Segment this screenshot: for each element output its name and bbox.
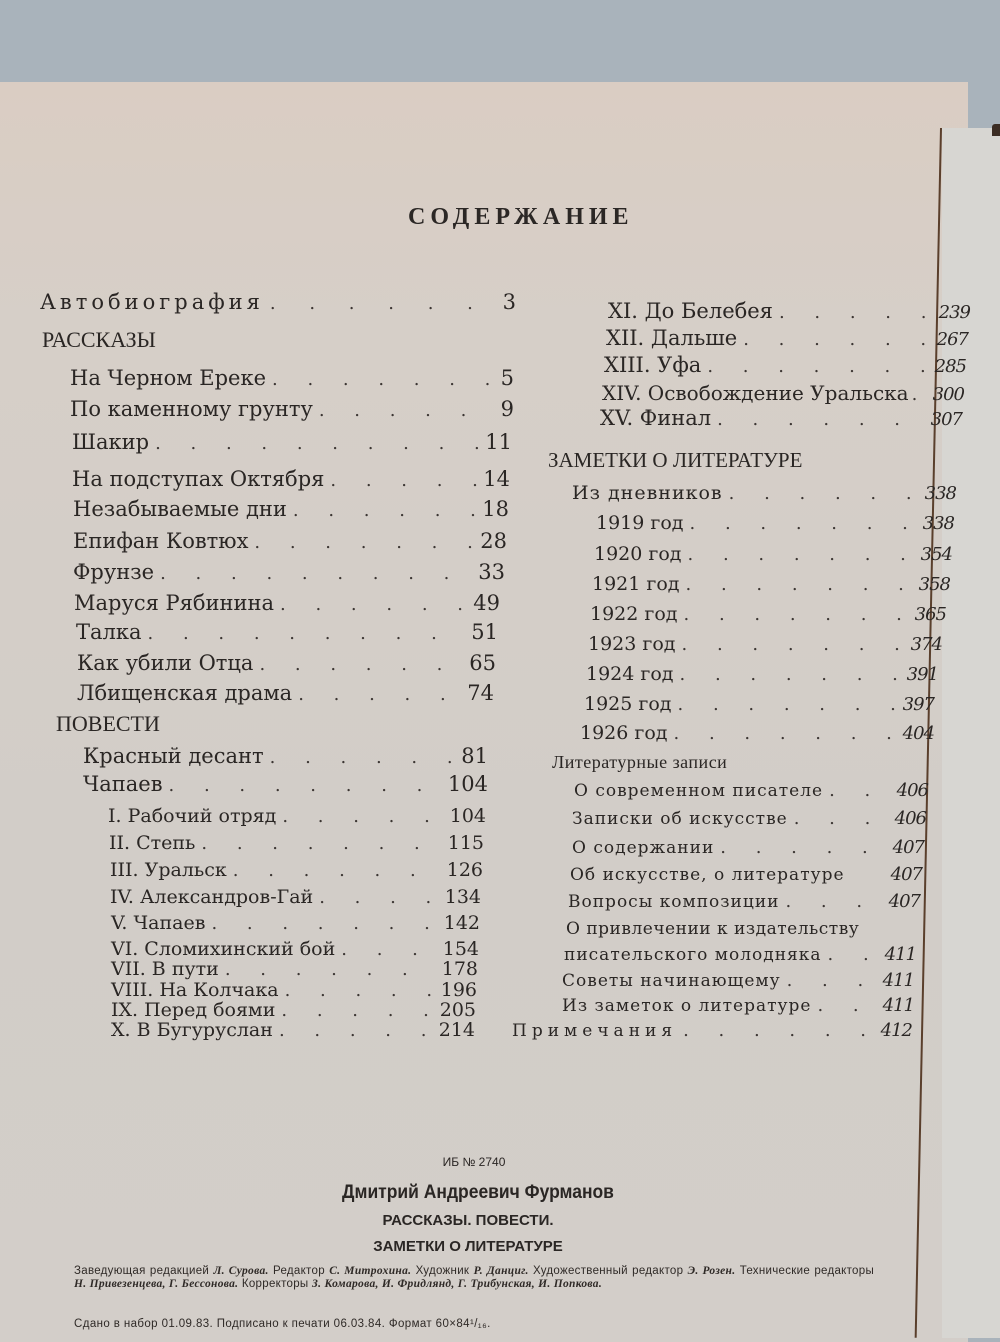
leader-dots [829,780,891,802]
toc-entry-label: 1921 год [592,573,680,595]
toc-entry[interactable] [572,837,924,859]
toc-entry-label: Примечания [512,1021,678,1041]
toc-page-number: 354 [920,544,952,565]
toc-entry-chapter[interactable] [108,805,486,828]
toc-entry-label: VIII. На Колчака [111,979,279,1001]
subsection-heading-literary-notes: Литературные записи [552,752,728,772]
credit-name: Л. Сурова. [213,1265,269,1277]
toc-page-number: 285 [934,356,966,377]
toc-entry-label: Шакир [72,430,150,454]
toc-entry-label: 1919 год [596,512,684,534]
toc-entry[interactable] [77,680,494,708]
toc-page-number: 74 [467,681,494,705]
toc-entry-label: XV. Финал [600,406,712,430]
toc-page-number: 365 [914,604,946,625]
toc-entry-year[interactable] [586,663,938,686]
credit-role: Художественный редактор [533,1265,684,1277]
book-cover-corner [992,124,1000,136]
toc-entry[interactable] [562,970,914,992]
toc-entry-label: II. Степь [109,832,196,854]
toc-page-number: 406 [896,780,928,801]
leader-dots [281,1001,433,1021]
leader-dots [155,431,479,457]
leader-dots [678,694,897,716]
leader-dots [254,530,474,556]
author-name: Дмитрий Андреевич Фурманов [342,1182,614,1203]
toc-page-number: 407 [888,891,920,912]
toc-entry-label: IX. Перед боями [111,999,276,1021]
toc-entry-label: 1925 год [584,693,672,715]
toc-page-number: 205 [439,999,476,1021]
toc-entry[interactable] [77,650,496,678]
toc-entry-label: О содержании [572,838,715,858]
section-heading-novellas: ПОВЕСТИ [56,711,160,736]
toc-page-number: 300 [932,384,964,405]
toc-entry-label: 1923 год [588,633,676,655]
leader-dots [828,944,879,966]
toc-page-number: 49 [473,591,500,615]
toc-entry-label: IV. Александров-Гай [110,886,314,908]
toc-page-number: 374 [910,634,942,655]
leader-dots [319,887,439,909]
toc-entry[interactable] [570,864,922,886]
leader-dots [293,498,476,524]
leader-dots [686,574,913,596]
toc-entry-chapter[interactable] [111,912,480,935]
leader-dots [707,354,928,380]
toc-entry[interactable] [83,743,488,771]
toc-entry-chapter[interactable] [606,325,968,353]
toc-page-number: 11 [485,430,512,454]
leader-dots [160,561,472,587]
leader-dots [285,981,435,1001]
toc-entry-year[interactable] [588,633,942,656]
toc-page-number: 104 [447,772,488,796]
toc-page-number: 307 [930,409,962,430]
toc-entry[interactable] [70,365,514,393]
leader-dots [169,773,442,799]
leader-dots [201,833,441,855]
toc-entry-label: Из заметок о литературе [562,996,812,1016]
toc-entry-label: На Черном Ереке [70,366,267,390]
toc-entry-label: VII. В пути [111,958,219,980]
toc-entry[interactable] [73,528,507,556]
toc-entry[interactable] [562,995,914,1017]
toc-entry-label: Из дневников [572,482,723,504]
leader-dots [717,407,925,433]
toc-entry-label: XI. До Белебея [608,299,773,323]
toc-entry-autobiography[interactable] [40,289,520,317]
toc-entry-label: Талка [76,620,142,644]
toc-entry-label: Как убили Отца [77,651,254,675]
toc-entry-year[interactable] [594,543,952,566]
credit-name: Р. Данциг. [473,1265,529,1277]
leader-dots [272,367,495,393]
toc-entry[interactable] [73,496,509,524]
leader-dots [298,682,461,708]
toc-entry-chapter[interactable] [602,380,964,408]
print-info: Сдано в набор 01.09.83. Подписано к печати 06.03.84. Формат 60×84¹/₁₆. [74,1318,491,1330]
toc-entry-label: По каменному грунту [70,397,313,421]
leader-dots [270,745,456,771]
toc-entry-label: писательского молодняка [564,945,822,965]
leader-dots [688,544,915,566]
credit-name: С. Митрохина. [329,1265,412,1277]
toc-page-number: 407 [890,864,922,885]
toc-page-number: 5 [500,366,514,390]
toc-page-number: 81 [461,744,488,768]
toc-page-number: 358 [918,574,950,595]
leader-dots [225,960,436,980]
leader-dots [280,592,467,618]
editorial-credits [74,1265,874,1291]
credit-role: Корректоры [241,1278,309,1290]
toc-page-number: 126 [446,859,483,881]
book-title-line2: ЗАМЕТКИ О ЛИТЕРАТУРЕ [373,1238,563,1255]
toc-entry-chapter[interactable] [111,980,477,1001]
toc-entry-notes-appendix[interactable] [512,1020,912,1042]
toc-entry-label: 1922 год [590,603,678,625]
toc-entry[interactable] [572,808,926,830]
leader-dots [682,634,905,656]
toc-entry-label: III. Уральск [110,859,227,881]
toc-entry-label: XII. Дальше [606,326,738,350]
toc-entry-chapter[interactable] [604,352,966,380]
leader-dots [270,291,497,317]
credit-role: Технические редакторы [739,1265,875,1277]
toc-entry-label: XIII. Уфа [604,353,702,377]
leader-dots [720,837,886,859]
credit-role: Заведующая редакцией [74,1265,210,1277]
toc-entry-label: Чапаев [83,772,163,796]
book-title-line1: РАССКАЗЫ. ПОВЕСТИ. [382,1212,554,1229]
toc-page-number: 406 [894,808,926,829]
leader-dots [674,723,897,745]
credit-role: Редактор [272,1265,325,1277]
credit-role: Художник [415,1265,470,1277]
toc-entry[interactable] [73,559,505,587]
toc-entry-chapter[interactable] [111,1000,476,1021]
toc-entry-label: I. Рабочий отряд [108,805,277,827]
toc-entry[interactable] [72,429,512,457]
leader-dots [259,652,463,678]
leader-dots [683,1020,875,1042]
leader-dots [785,891,882,913]
toc-page-number: 14 [483,467,510,491]
toc-entry[interactable] [70,396,514,424]
toc-entry[interactable] [83,771,488,799]
toc-entry[interactable] [76,619,498,647]
toc-entry-label: XIV. Освобождение Уральска [602,381,909,405]
toc-page-number: 338 [922,513,954,534]
toc-page-number: 104 [449,805,486,827]
toc-page-number: 338 [924,483,956,504]
toc-entry-chapter[interactable] [110,886,481,909]
toc-entry-diaries[interactable] [572,482,956,505]
toc-entry-label: Красный десант [83,744,264,768]
toc-entry-chapter[interactable] [109,832,484,855]
leader-dots [684,604,909,626]
toc-entry-label: Об искусстве, о литературе [570,865,845,885]
toc-entry-label: На подступах Октября [72,467,325,491]
leader-dots [330,468,477,494]
toc-entry-label: Фрунзе [73,560,155,584]
credit-name: З. Комарова, И. Фридлянд, Г. Трибунская, И. Попкова. [312,1278,603,1290]
toc-entry[interactable] [568,891,920,913]
leader-dots [729,483,919,505]
toc-entry-label: Лбищенская драма [77,681,293,705]
toc-entry-label: Записки об искусстве [572,809,788,829]
toc-page-number: 3 [502,290,520,314]
toc-entry-label: О современном писателе [574,781,824,801]
leader-dots [211,913,437,935]
toc-page-number: 397 [902,694,934,715]
leader-dots [779,300,933,326]
toc-page-number: 51 [471,620,498,644]
leader-dots [743,327,930,353]
toc-page-number: 391 [906,664,938,685]
toc-page-number: 28 [480,529,507,553]
leader-dots [319,398,495,424]
leader-dots [148,621,466,647]
leader-dots [817,995,876,1017]
section-heading-notes: ЗАМЕТКИ О ЛИТЕРАТУРЕ [548,448,803,472]
toc-entry-label: О привлечении к издательству [566,919,860,939]
toc-entry-label: Автобиография [40,290,264,314]
toc-page-number: 407 [892,837,924,858]
toc-entry[interactable] [72,466,510,494]
toc-entry-label: 1926 год [580,722,668,744]
toc-page-number: 411 [882,970,914,991]
toc-page-number: 196 [440,979,477,1001]
leader-dots [282,806,443,828]
toc-page-number: 154 [442,938,479,960]
toc-page-number: 239 [938,302,970,323]
toc-page-number: 411 [884,944,916,965]
toc-entry-chapter[interactable] [600,405,962,433]
toc-entry-chapter[interactable] [110,859,483,882]
toc-page-number: 178 [441,958,478,980]
leader-dots [233,860,441,882]
ib-number: ИБ № 2740 [442,1155,506,1169]
toc-entry-label: X. В Бугуруслан [111,1019,273,1041]
toc-entry[interactable] [574,780,928,802]
toc-entry-chapter[interactable] [111,959,478,980]
toc-page-number: 267 [936,329,968,350]
toc-entry-label: VI. Сломихинский бой [111,938,336,960]
leader-dots [341,939,436,961]
toc-page-number: 214 [438,1019,475,1041]
toc-entry-year[interactable] [592,573,950,596]
toc-page-number: 33 [478,560,505,584]
toc-entry-chapter[interactable] [111,1020,475,1041]
leader-dots [794,808,889,830]
toc-entry-label: Вопросы композиции [568,892,780,912]
toc-page-number: 142 [443,912,480,934]
toc-entry[interactable] [74,590,500,618]
toc-page-number: 65 [469,651,496,675]
leader-dots [787,970,877,992]
toc-entry-year[interactable] [590,603,946,626]
toc-entry-label: Незабываемые дни [73,497,287,521]
toc-entry-label: 1924 год [586,663,674,685]
toc-page-number: 115 [447,832,484,854]
toc-entry-year[interactable] [584,693,934,716]
toc-page-number: 411 [882,995,914,1016]
toc-page-number: 18 [482,497,509,521]
toc-page-number: 9 [500,397,514,421]
leader-dots [279,1021,433,1041]
leader-dots [690,513,917,535]
toc-entry-label: Епифан Ковтюх [73,529,249,553]
leader-dots [680,664,901,686]
credit-name: Э. Розен. [687,1265,736,1277]
credit-name: Н. Привезенцева, Г. Бессонова. [74,1278,239,1290]
section-heading-stories: РАССКАЗЫ [42,327,156,352]
toc-entry[interactable] [564,944,916,966]
toc-page-number: 404 [902,723,934,744]
toc-entry-label: Советы начинающему [562,971,781,991]
toc-entry-year[interactable] [580,722,934,745]
toc-entry-year[interactable] [596,512,954,535]
toc-entry-chapter[interactable] [608,298,970,326]
toc-page-number: 134 [444,886,481,908]
toc-entry-label: Маруся Рябинина [74,591,275,615]
toc-entry-label: V. Чапаев [111,912,206,934]
toc-page-number: 412 [880,1020,912,1041]
toc-title: СОДЕРЖАНИЕ [408,204,634,230]
toc-entry-label: 1920 год [594,543,682,565]
toc-entry-label-line1 [566,918,859,940]
